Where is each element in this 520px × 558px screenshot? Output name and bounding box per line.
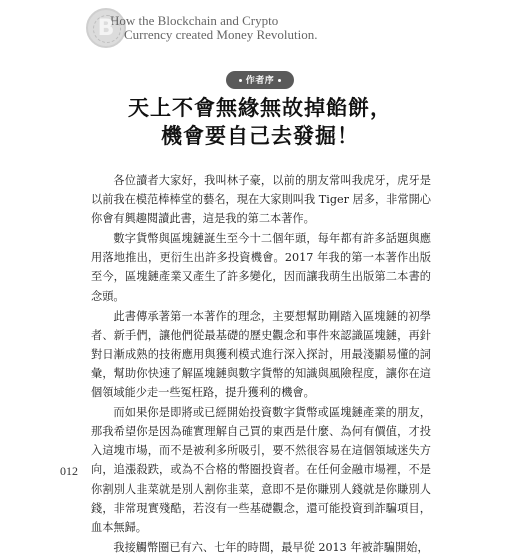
badge-dot-icon [239, 79, 242, 82]
paragraph: 數字貨幣與區塊鏈誕生至今十二個年頭，每年都有許多話題與應用落地推出，更衍生出許多投資機會。2017 年我的第一本著作出版至今，區塊鏈產業又產生了許多變化，因而讓我萌生出版第二本書的念頭。 [91, 232, 431, 303]
paragraph: 各位讀者大家好，我叫林子豪，以前的朋友常叫我虎牙，虎牙是以前我在模范棒棒堂的藝名，現在大家則叫我 Tiger 居多，非常開心你會有興趣閱讀此書，這是我的第二本著作。 [91, 174, 431, 226]
bitcoin-logo-letter: B [97, 15, 115, 41]
series-title-line2: Currency created Money Revolution. [124, 27, 318, 42]
paragraph: 而如果你是即將或已經開始投資數字貨幣或區塊鏈產業的朋友，那我希望你是因為確實理解自己買的東西是什麼、為何有價值，才投入這塊市場，而不是被利多所吸引，要不然很容易在這個領域迷失方向，追漲殺跌，或為不合格的幣圈投資者。在任何金融市場裡，不是你割別人韭菜就是別人割你韭菜，意即不是你賺別人錢就是你賺別人錢，非常現實殘酷，若沒有一些基礎觀念，還可能投資到詐騙項目，血本無歸。 [91, 406, 431, 534]
paragraph: 此書傳承著第一本著作的理念，主要想幫助剛踏入區塊鏈的初學者、新手們，讓他們從最基礎的歷史觀念和事件來認識區塊鏈，再針對日漸成熟的技術應用與獲利模式進行深入探討，用最淺顯易懂的詞彙，幫助你快速了解區塊鏈與數字貨幣的知識與風險程度，讓你在這個領域能少走一些冤枉路，提升獲利的機會。 [91, 309, 431, 400]
section-badge-wrap [0, 68, 520, 89]
chapter-title-line2: 機會要自己去發掘！ [161, 123, 359, 148]
page-number: 012 [60, 464, 78, 478]
section-badge-label: 作者序 [245, 76, 275, 86]
section-badge [226, 71, 295, 89]
paragraph: 我接觸幣圈已有六、七年的時間，最早從 2013 年被詐騙開始， [113, 540, 429, 554]
badge-dot-icon [278, 79, 281, 82]
chapter-title-line1: 天上不會無緣無故掉餡餅， [128, 95, 392, 120]
series-title-line1: How the Blockchain and Crypto [110, 13, 279, 28]
bitcoin-logo-icon [86, 8, 126, 48]
